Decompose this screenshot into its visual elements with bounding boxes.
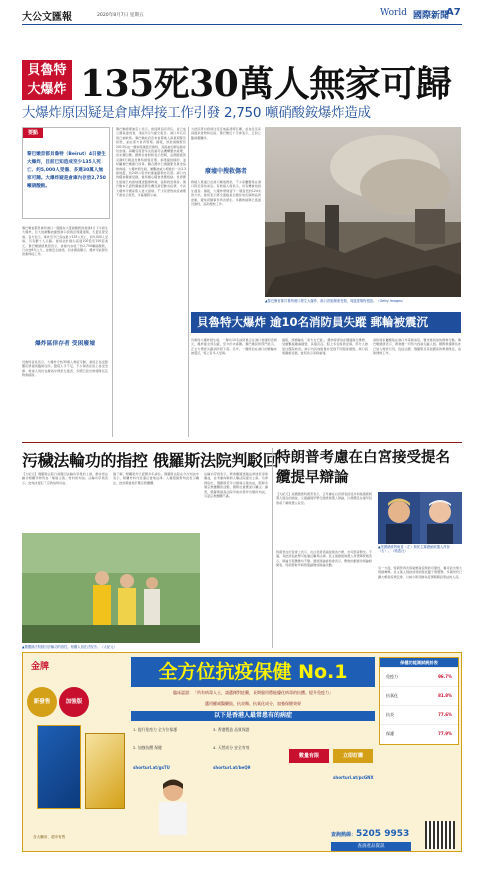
ad-product-box bbox=[37, 725, 81, 809]
ad-block bbox=[22, 652, 462, 852]
ad-link-3[interactable]: shorturl.at/pcGNX bbox=[333, 775, 374, 780]
key-box bbox=[22, 127, 110, 219]
court-photo-image bbox=[22, 533, 200, 643]
ad-table-row bbox=[380, 705, 458, 724]
lower-left-body-1: 【大紀元】俄羅斯法院日前駁回法輪功學員的上訴，維持把法輪功相關刊物列為「極端主義」材料的判決。法輪功學員表示，此判決侵犯了宗教信仰自由。 bbox=[22, 472, 108, 485]
ad-hotline-label: 查詢熱線： bbox=[331, 832, 357, 838]
candidates-photo-image bbox=[378, 492, 462, 544]
lead-sidebar-heading: 爆炸區倖存者 受困廢墟 bbox=[35, 341, 95, 347]
column-divider bbox=[112, 127, 113, 437]
page-number: A7 bbox=[446, 7, 461, 18]
masthead-rule bbox=[22, 24, 462, 25]
ad-headline-banner bbox=[131, 657, 375, 687]
ad-table-row-value: 81.8% bbox=[438, 693, 452, 698]
ad-table-row-value: 77.6% bbox=[438, 712, 452, 717]
lead-body-col-3b: 救援人員連日在港口廢墟搜索，不少家屬聚集在港口附近等待消息。有救援人員表示，仍有機會找到生還者。據報，大爆炸現場留下一個直徑約124米的大坑。當局表示將全面檢查全國存放危險物品的倉庫，避免同類事件再次發生。多國救援隊已抵達貝魯特，協助搜救工作。 bbox=[191, 180, 261, 207]
ad-link-1[interactable]: shorturl.at/gsTU bbox=[133, 765, 170, 770]
column-divider bbox=[188, 127, 189, 437]
firefighters-body-1: 貝魯特大爆炸發生時，一隊共10名消防員正在港口倉庫附近救火，爆炸後全部失蹤，至今仍未尋獲。黎巴嫩民防部門表示，正全力搜索失蹤消防員下落。另外，一艘停泊在港口的郵輪亦被震沉，船上有多人受傷。 bbox=[191, 338, 277, 356]
ad-product-box-2 bbox=[85, 733, 125, 809]
ad-spokesperson-photo bbox=[143, 775, 203, 835]
section-rule bbox=[22, 442, 462, 443]
ad-subline-1: 臨床認證：「所有病毒人士，請選擇對症藥，長期服用將能優化病毒的抗體。提升免疫力」 bbox=[173, 690, 333, 695]
ad-subline-2: 選用權威醫藥級、抗炎類、抗氧化成分，加強保健效果 bbox=[205, 701, 301, 706]
section-en: World bbox=[380, 8, 407, 18]
lower-right-photo-caption: ▲美國總統特朗普（左）與民主黨總統候選人拜登（右）。（路透社） bbox=[378, 545, 450, 554]
ad-footer: 各大藥房、超市有售 bbox=[33, 835, 66, 839]
ad-table-row-label: 保護 bbox=[386, 731, 394, 736]
ad-bullet-4: 4. 天然成分 安全有效 bbox=[213, 745, 250, 750]
lead-photo bbox=[265, 127, 461, 297]
ad-table-row bbox=[380, 724, 458, 743]
lead-body-col-1b: 貝魯特省長表示，大爆炸令約30萬人無家可歸，當局正為受影響民眾提供臨時住所。醫院人手不足，不少傷者在街上接受治療。救援人員仍在廢墟中搜索生還者，多國已派出救援隊伍及物資援助。 bbox=[22, 360, 108, 378]
lower-right-body-1: 【大紀元】美國總統特朗普表示，正考慮在白宮發表接受共和黨總統候選人提名的演說，又提議提早舉行總統候選人辯論，以便選民在提早投票前了解候選人政見。 bbox=[276, 492, 372, 505]
lower-right-body-2: 特朗普在記者會上表示，在白宮發表演說最為方便，亦可節省開支。不過，有批評指此舉可能違反聯邦法律。民主黨總統候選人拜登陣營則表示，辯論日程應維持不變。總統辯論委員會表示，暫無計劃更改辯論時間表。特朗普較早時曾建議增加辯論次數。 bbox=[276, 550, 372, 568]
lower-right-photo bbox=[378, 492, 462, 544]
lower-left-photo bbox=[22, 533, 200, 643]
ad-table-row-value: 96.7% bbox=[438, 674, 452, 679]
ad-table-row bbox=[380, 686, 458, 705]
lower-left-photo-caption: ▲俄羅斯法院駁回法輪功的指控，相關人員在法院外。（大紀元） bbox=[22, 645, 117, 649]
ad-hotline-box bbox=[331, 821, 419, 849]
column-divider bbox=[272, 448, 273, 648]
lead-photo-caption: ▲黎巴嫩首都貝魯特港口發生大爆炸，港口設施嚴重受損，周邊建築物損毀。（Getty Images） bbox=[265, 299, 406, 303]
kicker-box bbox=[22, 60, 72, 100]
ad-link-2[interactable]: shorturl.at/beQ9 bbox=[213, 765, 251, 770]
ad-table-row-label: 抗炎 bbox=[386, 712, 394, 717]
ad-bullet-3: 3. 香港製造 品質保證 bbox=[213, 727, 250, 732]
ad-table bbox=[379, 657, 459, 745]
ad-hotline-number[interactable]: 5205 9953 bbox=[356, 829, 410, 839]
ad-table-row bbox=[380, 667, 458, 686]
kicker-line-2: 大爆炸 bbox=[27, 82, 67, 97]
ad-bullet-2: 2. 加強抗體 保健 bbox=[133, 745, 162, 750]
lower-left-body-3: 法輪功學員表示，將會繼續透過法律途徑爭取權益，並考慮向歐洲人權法院提出上訴。有律師指出，俄羅斯近年以極端主義為由，限制多個宗教團體的活動，國際社會應加以關注。據悉，俄羅斯最高法院早前亦曾作出類似判決，引起宗教團體不滿。 bbox=[204, 472, 268, 499]
ad-promo-2[interactable]: 立即訂購 bbox=[333, 749, 373, 763]
key-summary: 黎巴嫩首都貝魯特（Beirut）4日發生大爆炸，目前已知造成至少135人死亡、約5,000人受傷、多達30萬人無家可歸。大爆炸疑是倉庫內存放2,750噸硝酸銨。 bbox=[27, 152, 106, 189]
paper-name: 大公文匯報 bbox=[22, 12, 72, 23]
ad-brand: 金牌 bbox=[31, 662, 50, 672]
lead-headline: 135死30萬人無家可歸 bbox=[80, 63, 452, 105]
explosion-photo-image bbox=[265, 127, 461, 297]
ad-badge-new: 新發售 bbox=[27, 687, 57, 717]
lower-right-body-3: 另一方面，特朗普再次質疑郵寄投票的可靠性，稱可能出現大規模舞弊。民主黨人則批評特朗普試圖干預選舉。多個州份已擴大郵寄投票安排，以減少新冠肺炎疫情期間投票站的人流。 bbox=[378, 566, 462, 579]
ad-bullet-1: 1. 提升免疫力 全方位保護 bbox=[133, 727, 178, 732]
ad-table-title: 保健功能測試統計表 bbox=[380, 658, 458, 667]
lower-right-headline: 特朗普考慮在白宮接受提名 纜提早辯論 bbox=[276, 449, 450, 486]
ad-headline: 全方位抗疫保健 No.1 bbox=[158, 661, 348, 683]
qr-code-icon[interactable] bbox=[425, 821, 455, 849]
firefighters-body-3: 消防員家屬聚集在港口外等候消息，要求當局加快搜救行動。黎巴嫩總統表示，將會盡一切努力找尋失蹤人員。國際救援隊伍亦已加入搜索行列，包括法國、俄羅斯及其他國家的專業隊伍，協助搜救工作。 bbox=[373, 338, 461, 356]
ad-cta-button[interactable]: 查詢產品資訊 bbox=[331, 842, 411, 852]
key-tag: 要點 bbox=[23, 128, 43, 138]
spokesperson-image bbox=[143, 775, 203, 835]
lead-subsection-title: 廢墟中搜救傷者 bbox=[204, 168, 247, 175]
ad-promo-1[interactable]: 數量有限 bbox=[289, 749, 329, 763]
firefighters-headline: 貝魯特大爆炸 逾10名消防員失蹤 郵輪被震沉 bbox=[197, 315, 429, 329]
ad-table-row-label: 免疫力 bbox=[386, 674, 398, 679]
section-zh: 國際新聞 bbox=[413, 11, 450, 21]
firefighters-banner bbox=[191, 312, 461, 333]
lead-subheadline: 大爆炸原因疑是倉庫焊接工作引發 2,750 噸硝酸銨爆炸造成 bbox=[22, 105, 371, 121]
lead-body-col-3: 大批民眾自發前往受災地區清理瓦礫，並為受災家庭提供食物和住宿。黎巴嫩紅十字會表示，正設立臨時避難所。 bbox=[191, 127, 261, 140]
lead-body-col-1: 黎巴嫩首都貝魯特港口一個儲存大量硝酸銨的倉庫4日下午發生大爆炸，巨大的衝擊波摧毀港口設施及周邊建築，大量民眾受傷。官方表示，事件至今已造成最少135人死亡，約5,000人受傷，另有數十人失蹤。當局估計損失高達100億至150億美元。黎巴嫩總統奧恩表示，倉庫內存放了約2,750噸硝酸銨，已存放6年之久，並無安全措施。初步調查顯示，爆炸可能源於倉庫焊接工作。 bbox=[22, 226, 108, 257]
lower-left-headline: 污穢法輪功的指控 俄羅斯法院判駁回 bbox=[22, 451, 279, 470]
firefighters-body-2: 據報，該郵輪為「東方女王號」，爆炸時停泊在碼頭進行維修，受衝擊後嚴重損毀，其後沉沒。船上多名船員受傷，部分人被送往醫院救治。港口內其他船隻亦受到不同程度損毀。港口設施嚴重受損，當局表示需時重建。 bbox=[282, 338, 368, 356]
lower-left-body-2: 據了解，相關案件已經歷多年訴訟。俄羅斯法院在今次判決中表示，相關材料內容違反當地法律。人權組織對判決表示關注，批評俄當局打壓宗教團體。 bbox=[113, 472, 199, 485]
date-line: 2020年8月7日 星期五 bbox=[97, 13, 144, 18]
ad-table-row-label: 抗氧化 bbox=[386, 693, 398, 698]
ad-table-row-value: 77.9% bbox=[438, 731, 452, 736]
ad-table-rows bbox=[380, 667, 458, 743]
ad-question: 以下是香港人最常患有的病症 bbox=[131, 711, 375, 721]
kicker-line-1: 貝魯特 bbox=[27, 63, 67, 78]
ad-badge-plus: 加強版 bbox=[59, 687, 89, 717]
masthead bbox=[0, 0, 480, 40]
lead-body-col-2: 黎巴嫩總理迪亞卜表示，當局將追究責任，並已成立調查委員會，須在5日內提交報告。港口多名官員已被軟禁。黎巴嫩政府宣布首都進入兩星期緊急狀態，並由軍方負責管理。據報，該批硝酸銨於2013年由一艘貨船運抵貝魯特，其後被扣押並卸存於倉庫。海關官員曾多次致函司法機構要求處理，但未獲回應。國際社會紛紛表示慰問，法國總統馬克龍6日親赴貝魯特視察災情，承諾提供援助，並呼籲黎巴嫩推行改革。聯合國亦已調撥緊急資金協助救援。大爆炸發生時，衝擊波威力相當於一次3.3級地震，約240公里外的塞浦路斯亦有感。港口內的糧倉嚴重受損，當局擔心糧食供應短缺。世界衞生組織已向當地運送醫療物資，協助救治傷者。黎巴嫩本已面對嚴重經濟危機及新冠肺炎疫情，今次大爆炸令國家陷入更大困境。不少民眾對政府處理不當表示憤怒，多區爆發示威。 bbox=[116, 127, 186, 198]
